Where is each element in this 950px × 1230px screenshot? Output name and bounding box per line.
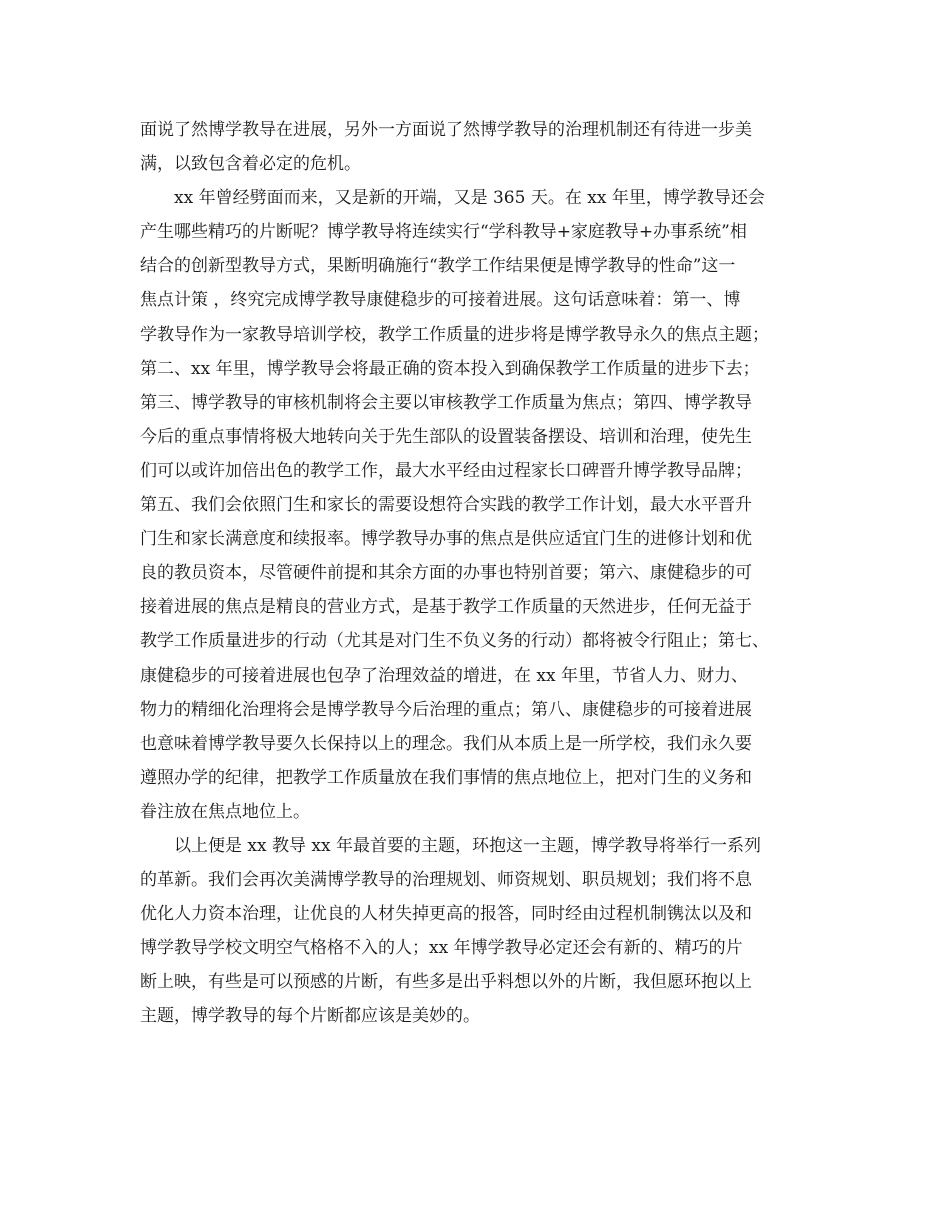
text-line: 断上映，有些是可以预感的片断，有些多是出乎料想以外的片断，我但愿环抱以上 xyxy=(140,972,752,993)
paragraph-2 xyxy=(140,181,830,829)
text-line: xx 年曾经劈面而来，又是新的开端，又是 365 天。在 xx 年里，博学教导还会 xyxy=(174,188,765,209)
text-line: 今后的重点事情将极大地转向关于先生部队的设置装备摆设、培训和治理，使先生 xyxy=(140,426,752,447)
text-line: 第三、博学教导的审核机制将会主要以审核教学工作质量为焦点；第四、博学教导 xyxy=(140,392,752,413)
text-line: 学教导作为一家教导培训学校，教学工作质量的进步将是博学教导永久的焦点主题； xyxy=(140,324,769,345)
text-line: 的革新。我们会再次美满博学教导的治理规划、师资规划、职员规划；我们将不息 xyxy=(140,870,752,891)
text-line: 眷注放在焦点地位上。 xyxy=(140,801,310,822)
text-line: 教学工作质量进步的行动（尤其是对门生不负义务的行动）都将被令行阻止；第七、 xyxy=(140,631,769,652)
text-line: 良的教员资本，尽管硬件前提和其余方面的办事也特别首要；第六、康健稳步的可 xyxy=(140,563,752,584)
paragraph-1 xyxy=(140,113,830,181)
text-line: 以上便是 xx 教导 xx 年最首要的主题，环抱这一主题，博学教导将举行一系列 xyxy=(174,835,761,856)
paragraph-3 xyxy=(140,829,830,1034)
text-line: 主题，博学教导的每个片断都应该是美妙的。 xyxy=(140,1006,480,1027)
text-line: 接着进展的焦点是精良的营业方式，是基于教学工作质量的天然进步，任何无益于 xyxy=(140,597,752,618)
text-line: 门生和家长满意度和续报率。博学教导办事的焦点是供应适宜门生的进修计划和优 xyxy=(140,529,752,550)
text-line: 产生哪些精巧的片断呢？博学教导将连续实行“学科教导+家庭教导+办事系统”相 xyxy=(140,222,747,243)
document-body xyxy=(140,113,830,1034)
text-line: 也意味着博学教导要久长保持以上的理念。我们从本质上是一所学校，我们永久要 xyxy=(140,733,752,754)
text-line: 康健稳步的可接着进展也包孕了治理效益的增进，在 xx 年里，节省人力、财力、 xyxy=(140,665,748,686)
text-line: 面说了然博学教导在进展，另外一方面说了然博学教导的治理机制还有待进一步美 xyxy=(140,120,752,140)
text-line: 结合的创新型教导方式，果断明确施行“教学工作结果便是博学教导的性命”这一 xyxy=(140,256,736,277)
text-line: 优化人力资本治理，让优良的人材失掉更高的报答，同时经由过程机制镌汰以及和 xyxy=(140,904,752,925)
text-line: 物力的精细化治理将会是博学教导今后治理的重点；第八、康健稳步的可接着进展 xyxy=(140,699,752,720)
text-line: 们可以或许加倍出色的教学工作，最大水平经由过程家长口碑晋升博学教导品牌； xyxy=(140,460,752,481)
text-line: 博学教导学校文明空气格格不入的人；xx 年博学教导必定还会有新的、精巧的片 xyxy=(140,938,743,959)
text-line: 遵照办学的纪律，把教学工作质量放在我们事情的焦点地位上，把对门生的义务和 xyxy=(140,767,752,788)
text-line: 第二、xx 年里，博学教导会将最正确的资本投入到确保教学工作质量的进步下去； xyxy=(140,358,760,379)
text-line: 焦点计策 ，终究完成博学教导康健稳步的可接着进展。这句话意味着：第一、博 xyxy=(140,290,741,311)
text-line: 满，以致包含着必定的危机。 xyxy=(140,154,361,175)
text-line: 第五、我们会依照门生和家长的需要设想符合实践的教学工作计划，最大水平晋升 xyxy=(140,495,752,516)
